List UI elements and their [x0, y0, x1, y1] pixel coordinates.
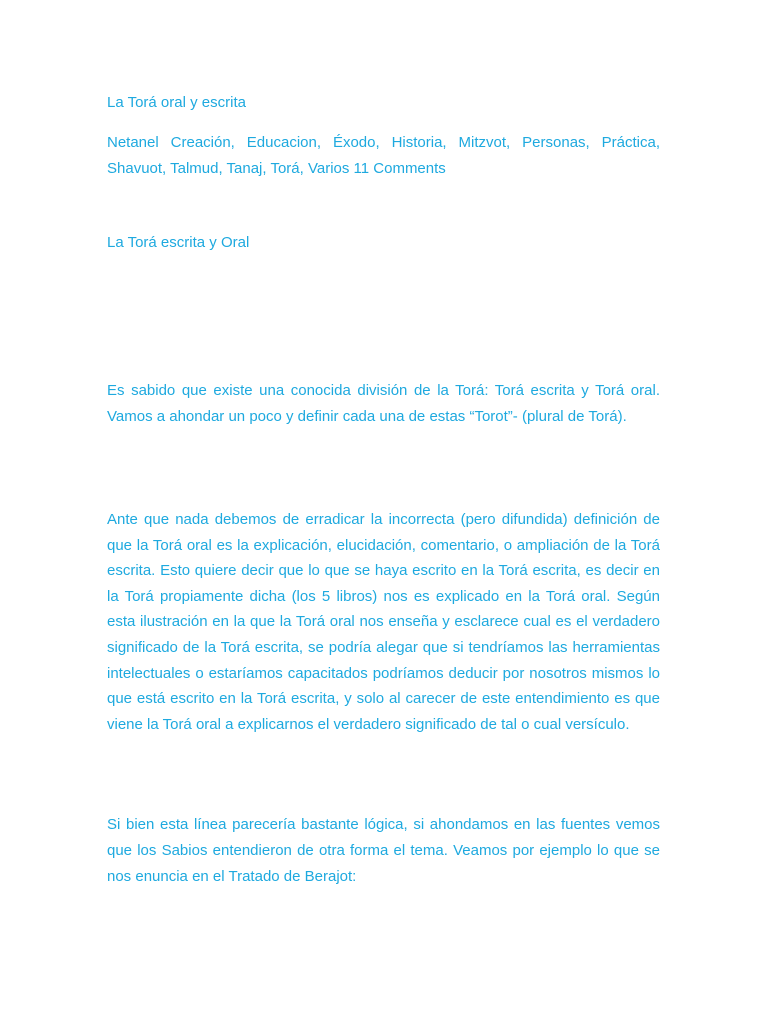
paragraph: Es sabido que existe una conocida división de la Torá: Torá escrita y Torá oral. Vamos a ahondar un poco y definir cada una de estas “Torot”- (plural de Torá).: [107, 382, 660, 425]
post-meta: Netanel Creación, Educacion, Éxodo, Historia, Mitzvot, Personas, Práctica, Shavuot, Talmud, Tanaj, Torá, Varios 11 Comments: [107, 134, 660, 177]
document-title: La Torá oral y escrita: [107, 94, 246, 111]
section-subtitle: La Torá escrita y Oral: [107, 234, 250, 251]
paragraph: Ante que nada debemos de erradicar la incorrecta (pero difundida) definición de que la Torá oral es la explicación, elucidación, comentario, o ampliación de la Torá escrita. Esto quiere decir que lo que se haya escrito en la Torá escrita, es decir en la Torá propiamente dicha (los 5 libros) nos es explicado en la Torá oral. Según esta ilustración en la que la Torá oral nos enseña y esclarece cual es el verdadero significado de la Torá escrita, se podría alegar que si tendríamos las herramientas intelectuales o estaríamos capacitados podríamos deducir por nosotros mismos lo que está escrito en la Torá escrita, y solo al carecer de este entendimiento es que viene la Torá oral a explicarnos el verdadero significado de tal o cual versículo.: [107, 511, 660, 733]
paragraph: Si bien esta línea parecería bastante lógica, si ahondamos en las fuentes vemos que los Sabios entendieron de otra forma el tema. Veamos por ejemplo lo que se nos enuncia en el Tratado de Berajot:: [107, 816, 660, 885]
